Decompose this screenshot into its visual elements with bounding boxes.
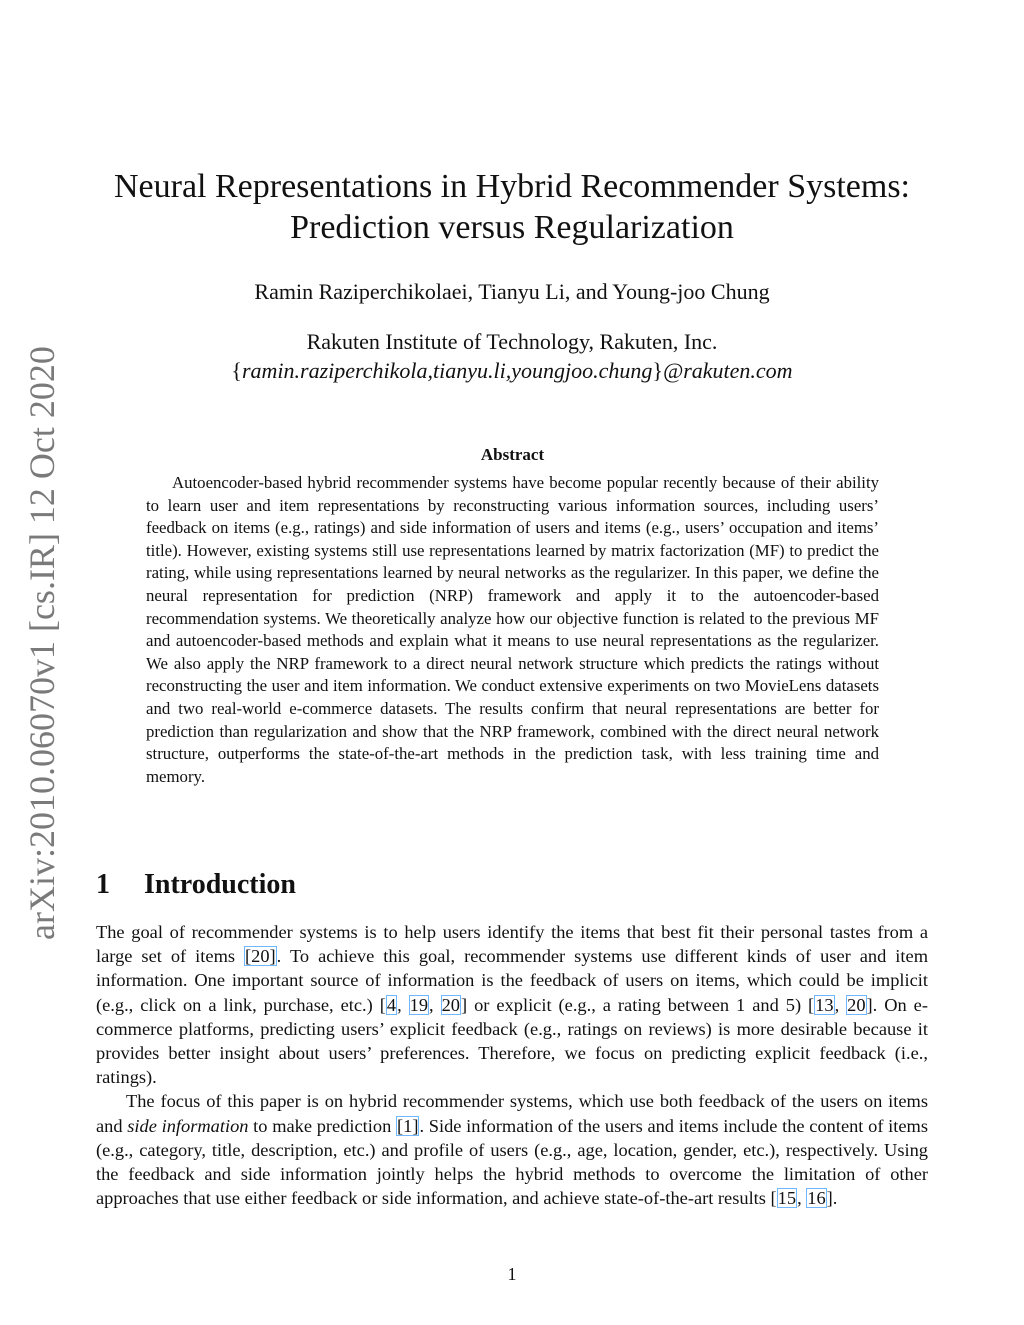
citation-bracket: ] <box>866 994 873 1015</box>
text-run: The focus of this paper is on hybrid recommender systems, which use both feedback of the users on items and <box>96 1091 928 1136</box>
author-emails <box>90 357 934 385</box>
citation-bracket: ] <box>826 1188 833 1209</box>
text-run: . <box>832 1188 838 1209</box>
citation-link[interactable]: 4 <box>386 994 397 1015</box>
page-number: 1 <box>507 1264 517 1284</box>
text-run: . To achieve this goal, recommender systems use different kinds of user and item information. One important source of information is the feedback of users on items, which could be implicit (e.g., click on a link, purchase, etc.) <box>96 946 928 1015</box>
citation-link[interactable]: 19 <box>409 994 429 1015</box>
author-list: Ramin Raziperchikolaei, Tianyu Li, and Young-joo Chung <box>254 279 770 304</box>
section-title: Introduction <box>144 869 296 900</box>
section-heading-introduction <box>96 867 696 903</box>
citation-bracket: [ <box>808 994 815 1015</box>
citation-bracket: [ <box>379 994 386 1015</box>
intro-paragraph-1 <box>96 920 928 1089</box>
citation-link[interactable]: 13 <box>815 994 834 1015</box>
citation-separator: , <box>797 1188 807 1209</box>
citation-link[interactable]: [20] <box>245 946 276 967</box>
citation-bracket: ] <box>461 994 468 1015</box>
affiliation: Rakuten Institute of Technology, Rakuten, Inc. <box>306 329 718 354</box>
text-run: The goal of recommender systems is to help users identify the items that best fit their personal tastes from a large set of items <box>96 922 928 967</box>
abstract-text: Autoencoder-based hybrid recommender systems have become popular recently because of their ability to learn user and item representations by reconstructing various information sources, including users’ feedback on items (e.g., ratings) and side information of users and items (e.g., users’ occupation and items’ title). However, existing systems still use representations learned by matrix factorization (MF) to predict the rating, while using representations learned by neural networks as the regularizer. In this paper, we define the neural representation for prediction (NRP) framework and apply it to the autoencoder-based recommendation systems. We theoretically analyze how our objective function is related to the previous MF and autoencoder-based methods and explain what it means to use neural representations as the regularizer. We also apply the NRP framework to a direct neural network structure which predicts the ratings without reconstructing the user and item information. We conduct extensive experiments on two MovieLens datasets and two real-world e-commerce datasets. The results confirm that neural representations are better for prediction than regularization and show that the NRP framework, combined with the direct neural network structure, outperforms the state-of-the-art methods in the prediction task, with less training time and memory. <box>146 473 879 786</box>
citation-link[interactable]: 20 <box>441 994 460 1015</box>
abstract-body <box>146 472 879 788</box>
citation-link[interactable]: [1] <box>397 1115 419 1136</box>
citation-link[interactable]: 20 <box>847 994 866 1015</box>
citation-separator: , <box>429 994 441 1015</box>
email-brace-open: { <box>231 358 242 383</box>
citation-separator: , <box>397 994 409 1015</box>
arxiv-stamp: arXiv:2010.06070v1 [cs.IR] 12 Oct 2020 <box>22 346 62 940</box>
email-names: ramin.raziperchikola,tianyu.li,youngjoo.chung <box>241 358 653 383</box>
introduction-body <box>96 920 928 1210</box>
citation-link[interactable]: 16 <box>807 1188 826 1209</box>
section-number: 1 <box>96 869 110 900</box>
citation-bracket: [ <box>770 1188 777 1209</box>
intro-paragraph-2 <box>96 1089 928 1210</box>
abstract-heading: Abstract <box>480 445 545 464</box>
paper-title: Neural Representations in Hybrid Recommender Systems: Prediction versus Regularization <box>114 168 910 246</box>
citation-separator: , <box>834 994 847 1015</box>
citation-link[interactable]: 15 <box>777 1188 797 1209</box>
emphasis-side-information: side information <box>127 1115 249 1136</box>
text-run: . On e-commerce platforms, predicting users’ explicit feedback (e.g., ratings on reviews) is more desirable because it provides better insight about users’ preferences. Therefore, we focus on predicting explicit feedback (i.e., ratings). <box>96 994 928 1088</box>
text-run: to make prediction <box>248 1115 397 1136</box>
email-domain: @rakuten.com <box>662 358 793 383</box>
text-run: or explicit (e.g., a rating between 1 and 5) <box>467 994 809 1015</box>
email-brace-close: } <box>652 358 663 383</box>
text-run: . Side information of the users and items include the content of items (e.g., category, title, description, etc.) and profile of users (e.g., age, location, gender, etc.), respectively. Using the feedback and side information jointly helps the hybrid methods to overcome the limitation of other approaches that use either feedback or side information, and achieve state-of-the-art results <box>96 1115 928 1209</box>
